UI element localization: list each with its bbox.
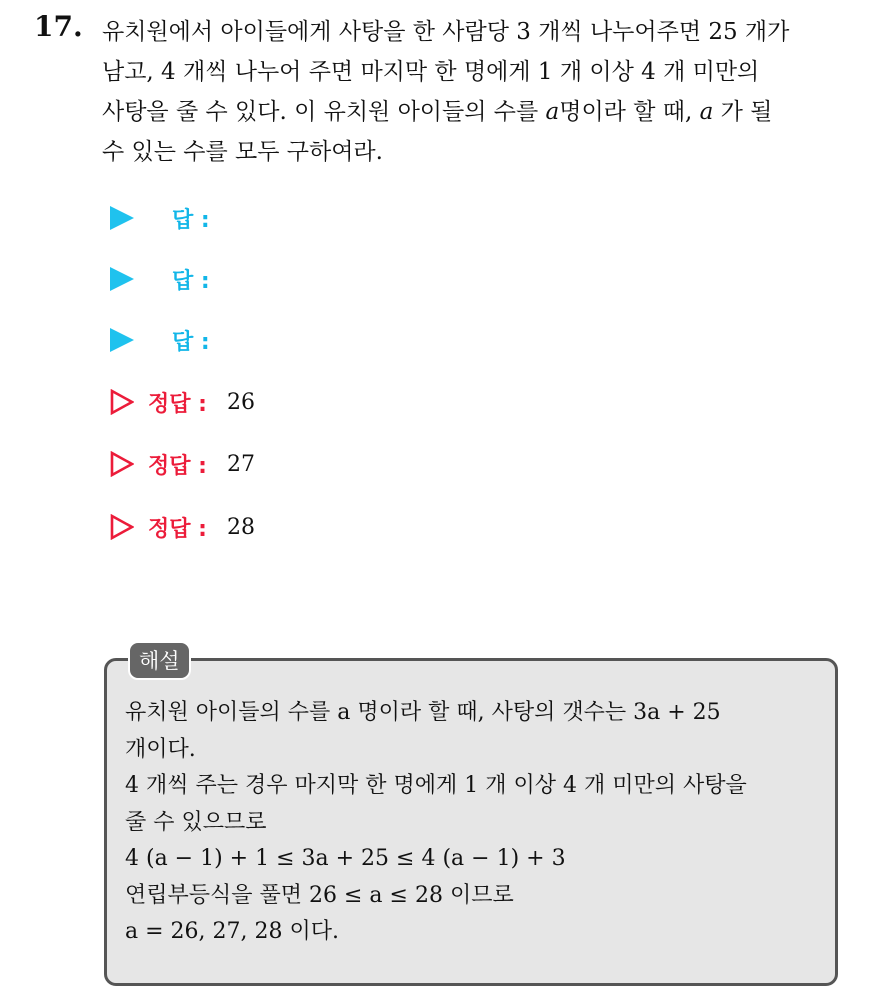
solution-line-2: 개이다.: [125, 736, 196, 762]
correct-answer-label: 정답 :: [148, 391, 207, 417]
variable-a: a: [545, 99, 560, 125]
question-text: [102, 12, 862, 172]
correct-answer-label: 정답 :: [148, 453, 207, 479]
question-line-1: 유치원에서 아이들에게 사탕을 한 사람당 3 개씩 나누어주면 25 개가: [102, 19, 790, 45]
question-line-3a: 사탕을 줄 수 있다. 이 유치원 아이들의 수를: [102, 99, 546, 125]
solution-line-6: 연립부등식을 풀면 26 ≤ a ≤ 28 이므로: [125, 882, 514, 908]
correct-answer-value: 27: [226, 451, 255, 477]
question-line-2: 남고, 4 개씩 나누어 주면 마지막 한 명에게 1 개 이상 4 개 미만의: [102, 59, 760, 85]
solution-text: [125, 695, 825, 951]
answer-label: 답 :: [172, 329, 210, 355]
correct-answer-row-1: [110, 385, 255, 419]
correct-answer-row-2: [110, 447, 255, 481]
solution-line-4: 줄 수 있으므로: [125, 809, 267, 835]
solution-line-3: 4 개씩 주는 경우 마지막 한 명에게 1 개 이상 4 개 미만의 사탕을: [125, 773, 747, 798]
solution-line-5: 4 (a − 1) + 1 ≤ 3a + 25 ≤ 4 (a − 1) + 3: [125, 846, 566, 871]
answer-row-2: [110, 262, 210, 296]
correct-answer-row-3: [110, 510, 255, 544]
correct-answer-value: 28: [226, 514, 255, 540]
answer-label: 답 :: [172, 207, 210, 233]
play-triangle-icon: [110, 328, 134, 352]
question-line-3: [102, 92, 862, 132]
answer-label: 답 :: [172, 268, 210, 294]
play-triangle-icon: [110, 206, 134, 230]
solution-tag: 해설: [128, 641, 191, 680]
question-number: 17.: [34, 10, 83, 43]
question-line-4: 수 있는 수를 모두 구하여라.: [102, 139, 383, 165]
solution-line-1: 유치원 아이들의 수를 a 명이라 할 때, 사탕의 갯수는 3a + 25: [125, 700, 721, 725]
outline-triangle-icon: [110, 389, 134, 415]
play-triangle-icon: [110, 267, 134, 291]
outline-triangle-icon: [110, 514, 134, 540]
correct-answer-label: 정답 :: [148, 516, 207, 542]
outline-triangle-icon: [110, 451, 134, 477]
correct-answer-value: 26: [226, 389, 255, 415]
variable-a-2: a: [699, 99, 714, 125]
question-line-3c: 가 될: [713, 99, 773, 125]
solution-line-7: a = 26, 27, 28 이다.: [125, 919, 339, 944]
question-line-3b: 명이라 할 때,: [559, 99, 700, 125]
answer-row-1: [110, 201, 210, 235]
answer-row-3: [110, 323, 210, 357]
